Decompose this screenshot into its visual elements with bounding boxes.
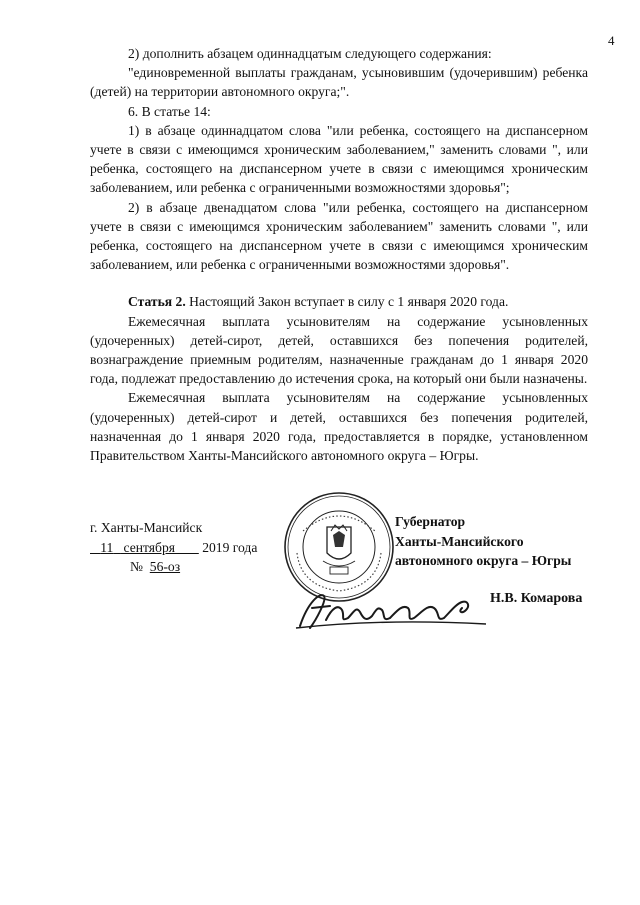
date-year: 2019 года [202, 539, 258, 555]
signing-date [90, 538, 257, 558]
place-date-block [90, 518, 257, 577]
paragraph: 1) в абзаце одиннадцатом слова "или ребенка, состоящего на диспансерном учете в связи с имеющимся хроническим заболеванием," заменить словами ", или ребенка, состоящего на диспансерном учете в связи с имеющимся хроническим заболеванием, или ребенка с ограниченными возможностями здоровья"; [90, 122, 588, 196]
paragraph: 2) в абзаце двенадцатом слова "или ребенка, состоящего на диспансерном учете в связи с имеющимся хроническим заболеванием" заменить словами ", или ребенка, состоящего на диспансерном учете в связи с имеющимся хроническим заболеванием, или ребенка с ограниченными возможностями здоровья". [90, 199, 588, 273]
page-number: 4 [608, 33, 615, 48]
governor-title: Губернатор Ханты-Мансийского автономного округа – Югры [395, 514, 572, 568]
paragraph: 6. В статье 14: [128, 103, 211, 119]
article-2-text: Настоящий Закон вступает в силу с 1 января 2020 года. [185, 294, 509, 310]
city: г. Ханты-Мансийск [90, 520, 203, 535]
date-month: сентября [123, 539, 175, 555]
document-body [90, 44, 588, 465]
date-day: 11 [100, 539, 114, 555]
handwritten-signature-icon [290, 582, 490, 634]
article-2-heading [90, 292, 588, 311]
paragraph: Ежемесячная выплата усыновителям на содержание усыновленных (удочеренных) детей-сирот и детей, оставшихся без попечения родителей, назначенная до 1 января 2020 года, предоставляется в порядке, установленном Правительством Ханты-Мансийского автономного округа – Югры. [90, 390, 588, 464]
governor-name: Н.В. Комарова [490, 591, 583, 606]
paragraph: 2) дополнить абзацем одиннадцатым следующего содержания: [128, 46, 492, 61]
paragraph: "единовременной выплаты гражданам, усыновившим (удочерившим) ребенка (детей) на территории автономного округа;". [90, 65, 588, 100]
paragraph: Ежемесячная выплата усыновителям на содержание усыновленных (удочеренных) детей-сирот, детей, оставшихся без попечения родителей, вознаграждение приемным родителям, назначенные гражданам до 1 января 2020 года, подлежат предоставлению до истечения срока, на который они были назначены. [90, 313, 588, 387]
article-label: Статья 2. [128, 294, 186, 310]
law-number: № 56-оз [130, 559, 181, 574]
